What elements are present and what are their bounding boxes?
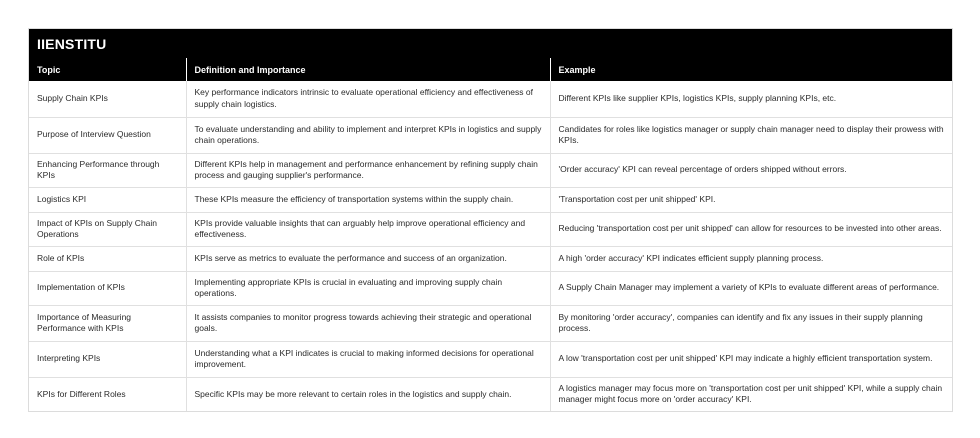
kpi-table-card <box>28 28 953 412</box>
cell-definition: Understanding what a KPI indicates is crucial to making informed decisions for operational improvement. <box>186 341 550 377</box>
table-row <box>29 81 952 117</box>
cell-definition: To evaluate understanding and ability to implement and interpret KPIs in logistics and supply chain operations. <box>186 117 550 153</box>
cell-example: Reducing 'transportation cost per unit shipped' can allow for resources to be invested into other areas. <box>550 212 952 246</box>
table-row <box>29 305 952 341</box>
cell-example: 'Order accuracy' KPI can reveal percentage of orders shipped without errors. <box>550 153 952 187</box>
cell-example: A Supply Chain Manager may implement a variety of KPIs to evaluate different areas of performance. <box>550 271 952 305</box>
cell-definition: Implementing appropriate KPIs is crucial in evaluating and improving supply chain operations. <box>186 271 550 305</box>
cell-topic: Importance of Measuring Performance with KPIs <box>29 305 186 341</box>
table-row <box>29 341 952 377</box>
cell-definition: Key performance indicators intrinsic to evaluate operational efficiency and effectiveness of supply chain logistics. <box>186 81 550 117</box>
cell-definition: It assists companies to monitor progress towards achieving their strategic and operational goals. <box>186 305 550 341</box>
cell-definition: KPIs serve as metrics to evaluate the performance and success of an organization. <box>186 246 550 271</box>
table-row <box>29 377 952 411</box>
brand-logo-text: IIENSTITU <box>37 35 107 52</box>
cell-topic: Implementation of KPIs <box>29 271 186 305</box>
kpi-table <box>29 58 952 411</box>
cell-example: Candidates for roles like logistics manager or supply chain manager need to display their prowess with KPIs. <box>550 117 952 153</box>
column-header-topic: Topic <box>29 58 186 81</box>
table-row <box>29 153 952 187</box>
column-header-definition: Definition and Importance <box>186 58 550 81</box>
cell-definition: Different KPIs help in management and performance enhancement by refining supply chain process and gauging supplier's performance. <box>186 153 550 187</box>
cell-example: A low 'transportation cost per unit shipped' KPI may indicate a highly efficient transportation system. <box>550 341 952 377</box>
cell-topic: Interpreting KPIs <box>29 341 186 377</box>
cell-definition: These KPIs measure the efficiency of transportation systems within the supply chain. <box>186 187 550 212</box>
table-header-row <box>29 58 952 81</box>
cell-topic: Supply Chain KPIs <box>29 81 186 117</box>
cell-topic: Enhancing Performance through KPIs <box>29 153 186 187</box>
cell-topic: Purpose of Interview Question <box>29 117 186 153</box>
cell-topic: Impact of KPIs on Supply Chain Operations <box>29 212 186 246</box>
cell-topic: Role of KPIs <box>29 246 186 271</box>
table-row <box>29 187 952 212</box>
table-row <box>29 117 952 153</box>
column-header-example: Example <box>550 58 952 81</box>
cell-example: Different KPIs like supplier KPIs, logistics KPIs, supply planning KPIs, etc. <box>550 81 952 117</box>
cell-example: By monitoring 'order accuracy', companies can identify and fix any issues in their supply planning process. <box>550 305 952 341</box>
cell-definition: KPIs provide valuable insights that can arguably help improve operational efficiency and effectiveness. <box>186 212 550 246</box>
cell-example: 'Transportation cost per unit shipped' KPI. <box>550 187 952 212</box>
table-row <box>29 271 952 305</box>
cell-topic: KPIs for Different Roles <box>29 377 186 411</box>
cell-topic: Logistics KPI <box>29 187 186 212</box>
brand-bar <box>29 29 952 58</box>
table-row <box>29 212 952 246</box>
cell-example: A high 'order accuracy' KPI indicates efficient supply planning process. <box>550 246 952 271</box>
cell-definition: Specific KPIs may be more relevant to certain roles in the logistics and supply chain. <box>186 377 550 411</box>
table-row <box>29 246 952 271</box>
cell-example: A logistics manager may focus more on 'transportation cost per unit shipped' KPI, while a supply chain manager might focus more on 'order accuracy' KPI. <box>558 382 943 405</box>
